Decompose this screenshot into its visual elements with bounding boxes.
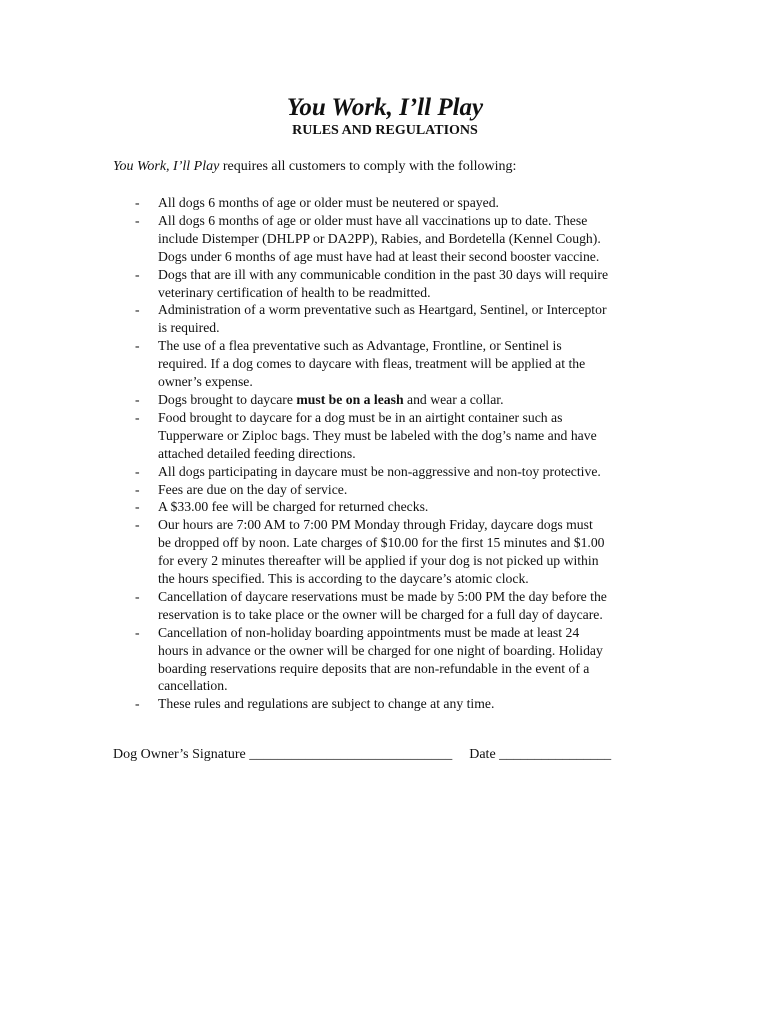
rule-item: [131, 463, 671, 481]
bullet-dash: -: [135, 302, 140, 318]
rule-line: include Distemper (DHLPP or DA2PP), Rabies, and Bordetella (Kennel Cough).: [158, 230, 601, 246]
rule-line: All dogs 6 months of age or older must have all vaccinations up to date. These: [158, 212, 588, 228]
rule-text: Dogs brought to daycare: [158, 391, 297, 407]
bullet-dash: -: [135, 696, 140, 712]
signature-line: [113, 746, 611, 764]
rule-item: [131, 391, 671, 409]
bullet-dash: -: [135, 391, 140, 407]
rule-line: be dropped off by noon. Late charges of $10.00 for the first 15 minutes and $1.00: [158, 535, 605, 551]
bullet-dash: -: [135, 624, 140, 640]
rule-line: A $33.00 fee will be charged for returned checks.: [158, 499, 429, 515]
bullet-dash: -: [135, 195, 140, 210]
rule-line: Dogs under 6 months of age must have had at least their second booster vaccine.: [158, 248, 600, 264]
rule-line: the hours specified. This is according to the daycare’s atomic clock.: [158, 571, 529, 587]
rule-line: cancellation.: [158, 678, 228, 694]
rule-item: [131, 194, 671, 212]
rule-item: [131, 588, 671, 624]
rule-line: boarding reservations require deposits that are non-refundable in the event of a: [158, 660, 590, 676]
rule-line: [158, 391, 671, 409]
bullet-dash: -: [135, 409, 140, 425]
rule-item: [131, 624, 671, 696]
document-title: You Work, I’ll Play: [286, 94, 484, 121]
rule-line: Dogs that are ill with any communicable condition in the past 30 days will require: [158, 266, 609, 282]
rule-item: [131, 301, 671, 337]
intro-business-name: You Work, I’ll Play: [113, 159, 220, 174]
rule-item: [131, 695, 671, 713]
rule-line: Cancellation of daycare reservations must be made by 5:00 PM the day before the: [158, 588, 607, 604]
rule-line: All dogs 6 months of age or older must be neutered or spayed.: [158, 195, 499, 210]
intro-paragraph: [113, 158, 516, 176]
bullet-dash: -: [135, 212, 140, 228]
rule-item: [131, 337, 671, 391]
bullet-dash: -: [135, 499, 140, 515]
rule-line: Our hours are 7:00 AM to 7:00 PM Monday through Friday, daycare dogs must: [158, 517, 593, 533]
rule-item: [131, 409, 671, 463]
rule-line: These rules and regulations are subject to change at any time.: [158, 696, 495, 712]
rule-emphasis: must be on a leash: [296, 391, 404, 407]
rule-item: [131, 481, 671, 499]
rule-line: Tupperware or Ziploc bags. They must be labeled with the dog’s name and have: [158, 427, 597, 443]
rule-line: for every 2 minutes thereafter will be applied if your dog is not picked up within: [158, 553, 599, 569]
rule-line: Fees are due on the day of service.: [158, 481, 348, 497]
rule-line: veterinary certification of health to be readmitted.: [158, 284, 431, 300]
date-field[interactable]: ________________: [499, 747, 612, 762]
rule-item: [131, 516, 671, 588]
date-label: Date: [469, 747, 496, 762]
rule-line: hours in advance or the owner will be charged for one night of boarding. Holiday: [158, 642, 603, 658]
rule-line: reservation is to take place or the owner will be charged for a full day of daycare.: [158, 606, 603, 622]
owner-signature-field[interactable]: _____________________________: [249, 747, 453, 762]
rule-line: attached detailed feeding directions.: [158, 445, 356, 461]
owner-signature-label: Dog Owner’s Signature: [113, 747, 246, 762]
document-subtitle: RULES AND REGULATIONS: [292, 123, 478, 138]
intro-text: requires all customers to comply with the following:: [219, 159, 517, 174]
rule-line: Cancellation of non-holiday boarding appointments must be made at least 24: [158, 624, 580, 640]
bullet-dash: -: [135, 517, 140, 533]
rule-item: [131, 212, 671, 266]
bullet-dash: -: [135, 266, 140, 282]
bullet-dash: -: [135, 463, 140, 479]
rule-item: [131, 498, 671, 516]
rule-line: All dogs participating in daycare must be non-aggressive and non-toy protective.: [158, 463, 601, 479]
rule-line: Administration of a worm preventative such as Heartgard, Sentinel, or Interceptor: [158, 302, 607, 318]
bullet-dash: -: [135, 588, 140, 604]
rule-line: required. If a dog comes to daycare with fleas, treatment will be applied at the: [158, 356, 586, 372]
rules-list: [131, 194, 671, 713]
rule-line: owner’s expense.: [158, 374, 253, 390]
rule-line: is required.: [158, 320, 220, 336]
rule-item: [131, 266, 671, 302]
rule-line: Food brought to daycare for a dog must be in an airtight container such as: [158, 409, 563, 425]
rule-line: The use of a flea preventative such as Advantage, Frontline, or Sentinel is: [158, 338, 562, 354]
bullet-dash: -: [135, 481, 140, 497]
bullet-dash: -: [135, 338, 140, 354]
rule-text: and wear a collar.: [403, 391, 504, 407]
